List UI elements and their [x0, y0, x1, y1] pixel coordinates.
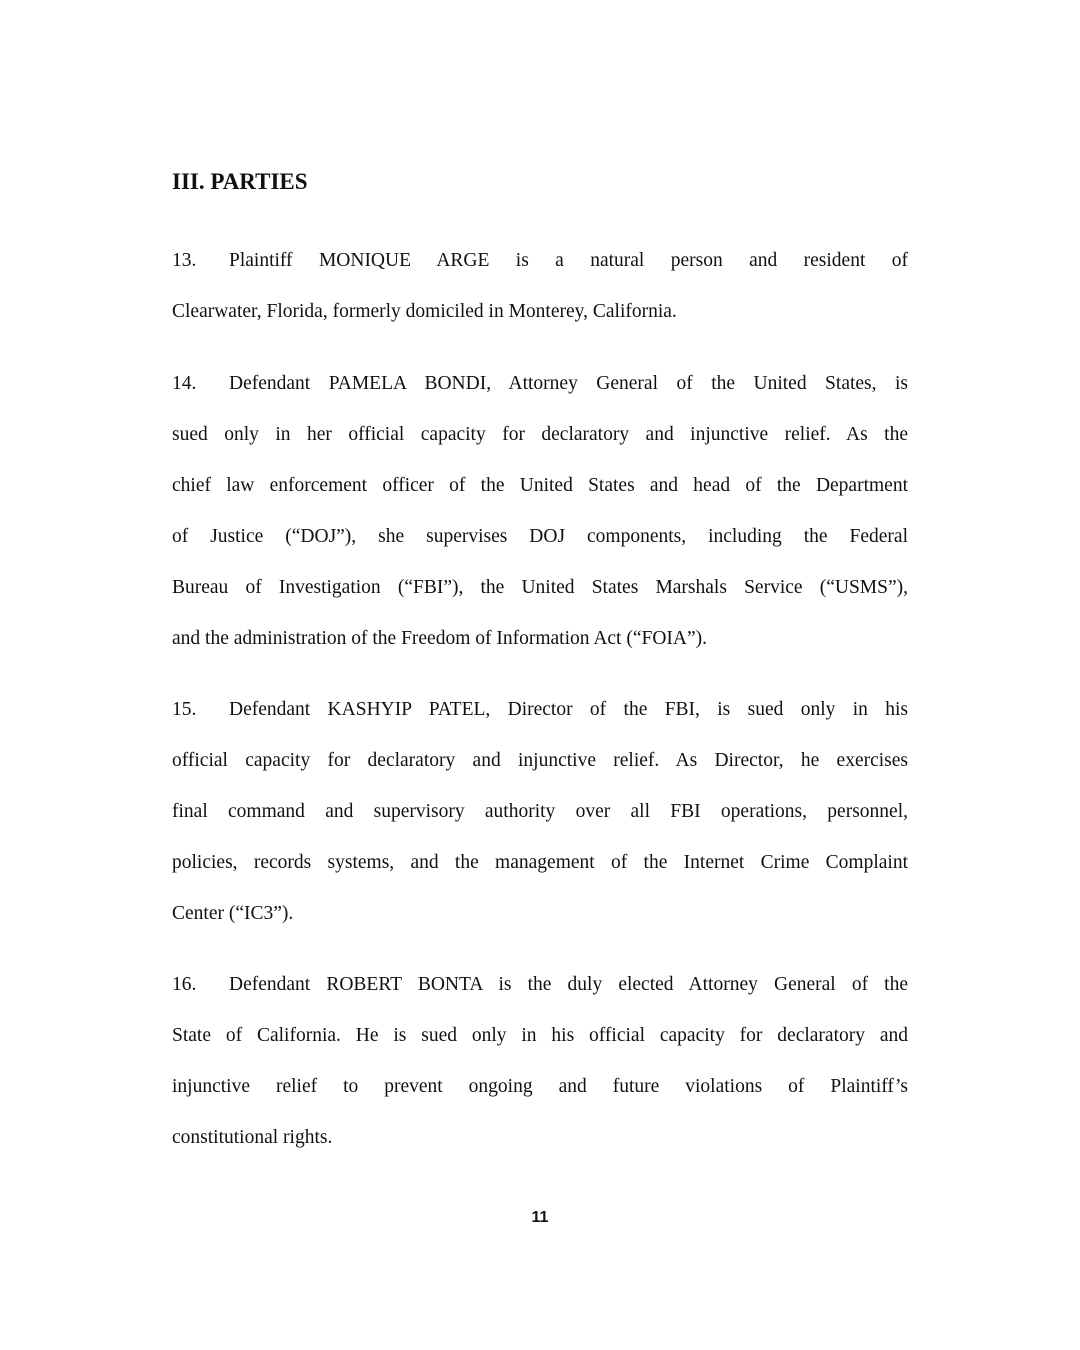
line-text: Defendant KASHYIP PATEL, Director of the FBI, is sued only in his — [229, 699, 908, 720]
line-text: Center (“IC3”). — [172, 903, 294, 924]
paragraph-14 — [172, 358, 908, 664]
line-text: of Justice (“DOJ”), she supervises DOJ components, including the Federal — [172, 526, 908, 547]
text-line — [172, 286, 908, 337]
line-text: and the administration of the Freedom of Information Act (“FOIA”). — [172, 628, 708, 649]
text-line — [172, 460, 908, 511]
line-text: official capacity for declaratory and injunctive relief. As Director, he exercises — [172, 750, 908, 771]
line-text: Defendant ROBERT BONTA is the duly elected Attorney General of the — [229, 974, 908, 995]
line-text: Bureau of Investigation (“FBI”), the United States Marshals Service (“USMS”), — [172, 577, 908, 598]
line-text: constitutional rights. — [172, 1127, 333, 1148]
paragraph-16 — [172, 959, 908, 1163]
line-text: State of California. He is sued only in his official capacity for declaratory and — [172, 1025, 908, 1046]
text-line — [172, 1010, 908, 1061]
paragraph-number: 16. — [172, 974, 197, 995]
text-line — [172, 888, 908, 939]
paragraph-15 — [172, 684, 908, 939]
text-line — [172, 786, 908, 837]
text-line — [172, 613, 908, 664]
section-heading: III. PARTIES — [172, 169, 308, 194]
paragraph-number: 15. — [172, 699, 197, 720]
text-line — [172, 837, 908, 888]
paragraph-number: 13. — [172, 250, 197, 271]
line-text: Defendant PAMELA BONDI, Attorney General of the United States, is — [229, 373, 908, 394]
paragraph-number: 14. — [172, 373, 197, 394]
line-text: chief law enforcement officer of the United States and head of the Department — [172, 475, 908, 496]
line-text: Clearwater, Florida, formerly domiciled in Monterey, California. — [172, 301, 677, 322]
text-line — [172, 959, 908, 1010]
paragraph-13 — [172, 235, 908, 337]
line-text: final command and supervisory authority over all FBI operations, personnel, — [172, 801, 908, 822]
line-text: sued only in her official capacity for declaratory and injunctive relief. As the — [172, 424, 908, 445]
text-line — [172, 1061, 908, 1112]
page-number: 11 — [531, 1209, 549, 1226]
text-line — [172, 235, 908, 286]
line-text: policies, records systems, and the management of the Internet Crime Complaint — [172, 852, 908, 873]
line-text: Plaintiff MONIQUE ARGE is a natural person and resident of — [229, 250, 908, 271]
text-line — [172, 409, 908, 460]
text-line — [172, 1112, 908, 1163]
text-line — [172, 735, 908, 786]
text-line — [172, 511, 908, 562]
text-line — [172, 358, 908, 409]
text-line — [172, 562, 908, 613]
text-line — [172, 684, 908, 735]
line-text: injunctive relief to prevent ongoing and future violations of Plaintiff’s — [172, 1076, 908, 1097]
